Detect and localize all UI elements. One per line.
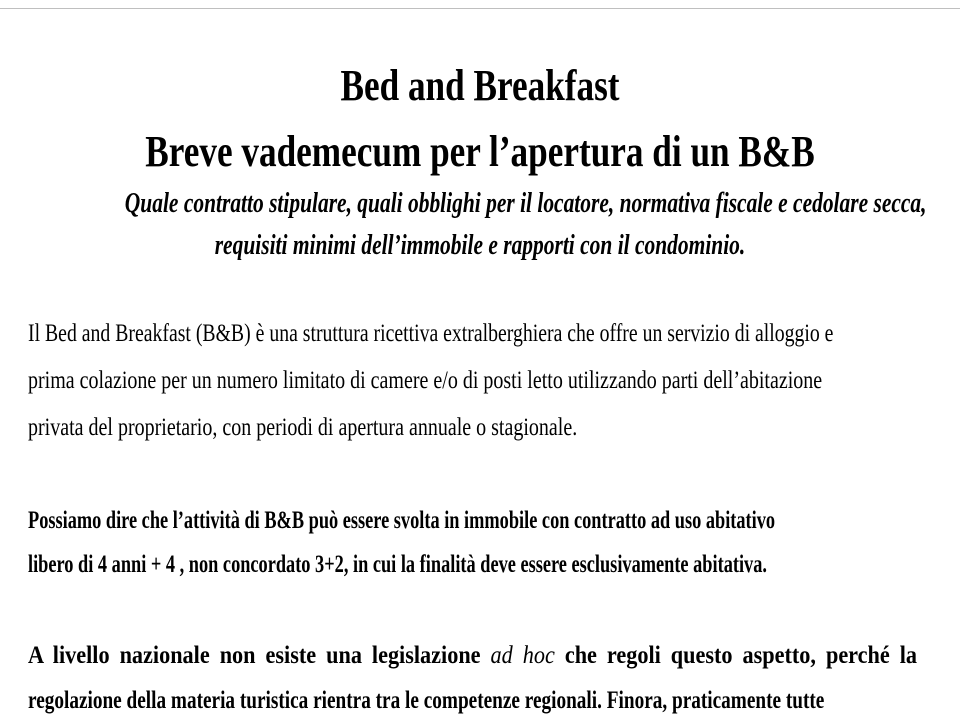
document-title: Bed and Breakfast — [340, 61, 620, 110]
paragraph-3-text-before: A livello nazionale non esiste una legislazione — [28, 642, 481, 669]
tagline-line-2: requisiti minimi dell’immobile e rapporti con il condominio. — [214, 229, 746, 261]
paragraph-3-text-after: che regoli questo aspetto, perché la — [564, 642, 918, 669]
paragraph-3-line-2: regolazione della materia turistica rientra tra le competenze regionali. Finora, praticamente tutte — [28, 687, 825, 714]
paragraph-1-line-2: prima colazione per un numero limitato di camere e/o di posti letto utilizzando parti dell’abitazione — [28, 367, 823, 394]
top-divider — [0, 8, 960, 9]
paragraph-3-italic-term: ad hoc — [490, 642, 555, 669]
paragraph-2-line-2: libero di 4 anni + 4 , non concordato 3+2, in cui la finalità deve essere esclusivamente abitativa. — [28, 551, 767, 578]
paragraph-3-line-1 — [28, 642, 917, 670]
document-subtitle: Breve vademecum per l’apertura di un B&B — [145, 127, 815, 176]
paragraph-1-line-1: Il Bed and Breakfast (B&B) è una struttura ricettiva extralberghiera che offre un servizio di alloggio e — [28, 320, 834, 347]
paragraph-2-line-1: Possiamo dire che l’attività di B&B può essere svolta in immobile con contratto ad uso abitativo — [28, 507, 776, 534]
paragraph-1-line-3: privata del proprietario, con periodi di apertura annuale o stagionale. — [28, 414, 578, 441]
tagline-line-1: Quale contratto stipulare, quali obblighi per il locatore, normativa fiscale e cedolare secca, — [124, 187, 927, 219]
